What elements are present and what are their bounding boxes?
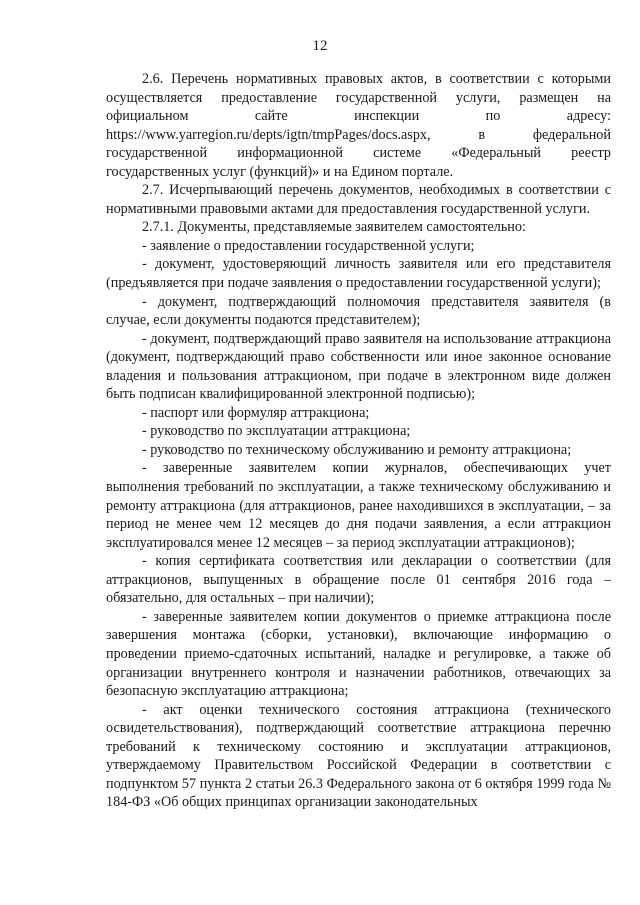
list-item-representative-authority: - документ, подтверждающий полномочия представителя заявителя (в случае, если документы подаются представителем); bbox=[106, 293, 611, 329]
list-item-maintenance-manual: - руководство по техническому обслуживанию и ремонту аттракциона; bbox=[142, 441, 572, 458]
list-item-certificate: - копия сертификата соответствия или декларации о соответствии (для аттракционов, выпущенных в обращение после 01 сентября 2016 года – обязательно, для остальных – при наличии); bbox=[106, 553, 611, 607]
page-number: 12 bbox=[312, 38, 328, 54]
paragraph-2-7-documents-list: 2.7. Исчерпывающий перечень документов, необходимых в соответствии с нормативными правовыми актами для предоставления государственной услуги. bbox=[106, 182, 611, 217]
list-item-journals: - заверенные заявителем копии журналов, обеспечивающих учет выполнения требований по эксплуатации, а также техническому обслуживанию и ремонту аттракциона (для аттракционов, ранее находившихся в эксплуатации, – за период не менее чем 12 месяцев до дня подачи заявления, а если аттракцион эксплуатировался менее 12 месяцев – за период эксплуатации аттракционов); bbox=[106, 460, 611, 551]
document-body bbox=[106, 70, 611, 812]
paragraph-2-7-1-applicant-documents: 2.7.1. Документы, представляемые заявителем самостоятельно: bbox=[142, 219, 526, 236]
list-item-application: - заявление о предоставлении государственной услуги; bbox=[142, 237, 475, 254]
list-item-usage-right: - документ, подтверждающий право заявителя на использование аттракциона (документ, подтверждающий право собственности или иное законное основание владения и пользования аттракционом, при подаче в электронном виде должен быть подписан квалифицированной электронной подписью); bbox=[106, 330, 611, 403]
list-item-identity-document: - документ, удостоверяющий личность заявителя или его представителя (предъявляется при подаче заявления о предоставлении государственной услуги); bbox=[106, 256, 611, 292]
paragraph-2-6-legal-acts: 2.6. Перечень нормативных правовых актов, в соответствии с которыми осуществляется предоставление государственной услуги, размещен на официальном сайте инспекции по адресу: https://www.yarregion.ru/depts/igtn/tmpPages/docs.aspx, в федеральной государственной информационной системе «Федеральный реестр государственных услуг (функций)» и на Едином портале. bbox=[106, 71, 611, 180]
list-item-acceptance-documents: - заверенные заявителем копии документов о приемке аттракциона после завершения монтажа (сборки, установки), включающие информацию о проведении приемо-сдаточных испытаний, наладке и регулировке, а также об организации внутреннего контроля и назначении работников, отвечающих за безопасную эксплуатацию аттракциона; bbox=[106, 608, 611, 700]
list-item-technical-assessment: - акт оценки технического состояния аттракциона (технического освидетельствования), подтверждающий соответствие аттракциона перечню требований к техническому состоянию и эксплуатации аттракционов, утверждаемому Правительством Российской Федерации в соответствии с подпунктом 57 пункта 2 статьи 26.3 Федерального закона от 6 октября 1999 года № 184-ФЗ «Об общих принципах организации законодательных bbox=[106, 701, 611, 811]
list-item-passport: - паспорт или формуляр аттракциона; bbox=[142, 404, 370, 421]
list-item-operation-manual: - руководство по эксплуатации аттракциона; bbox=[142, 423, 411, 440]
